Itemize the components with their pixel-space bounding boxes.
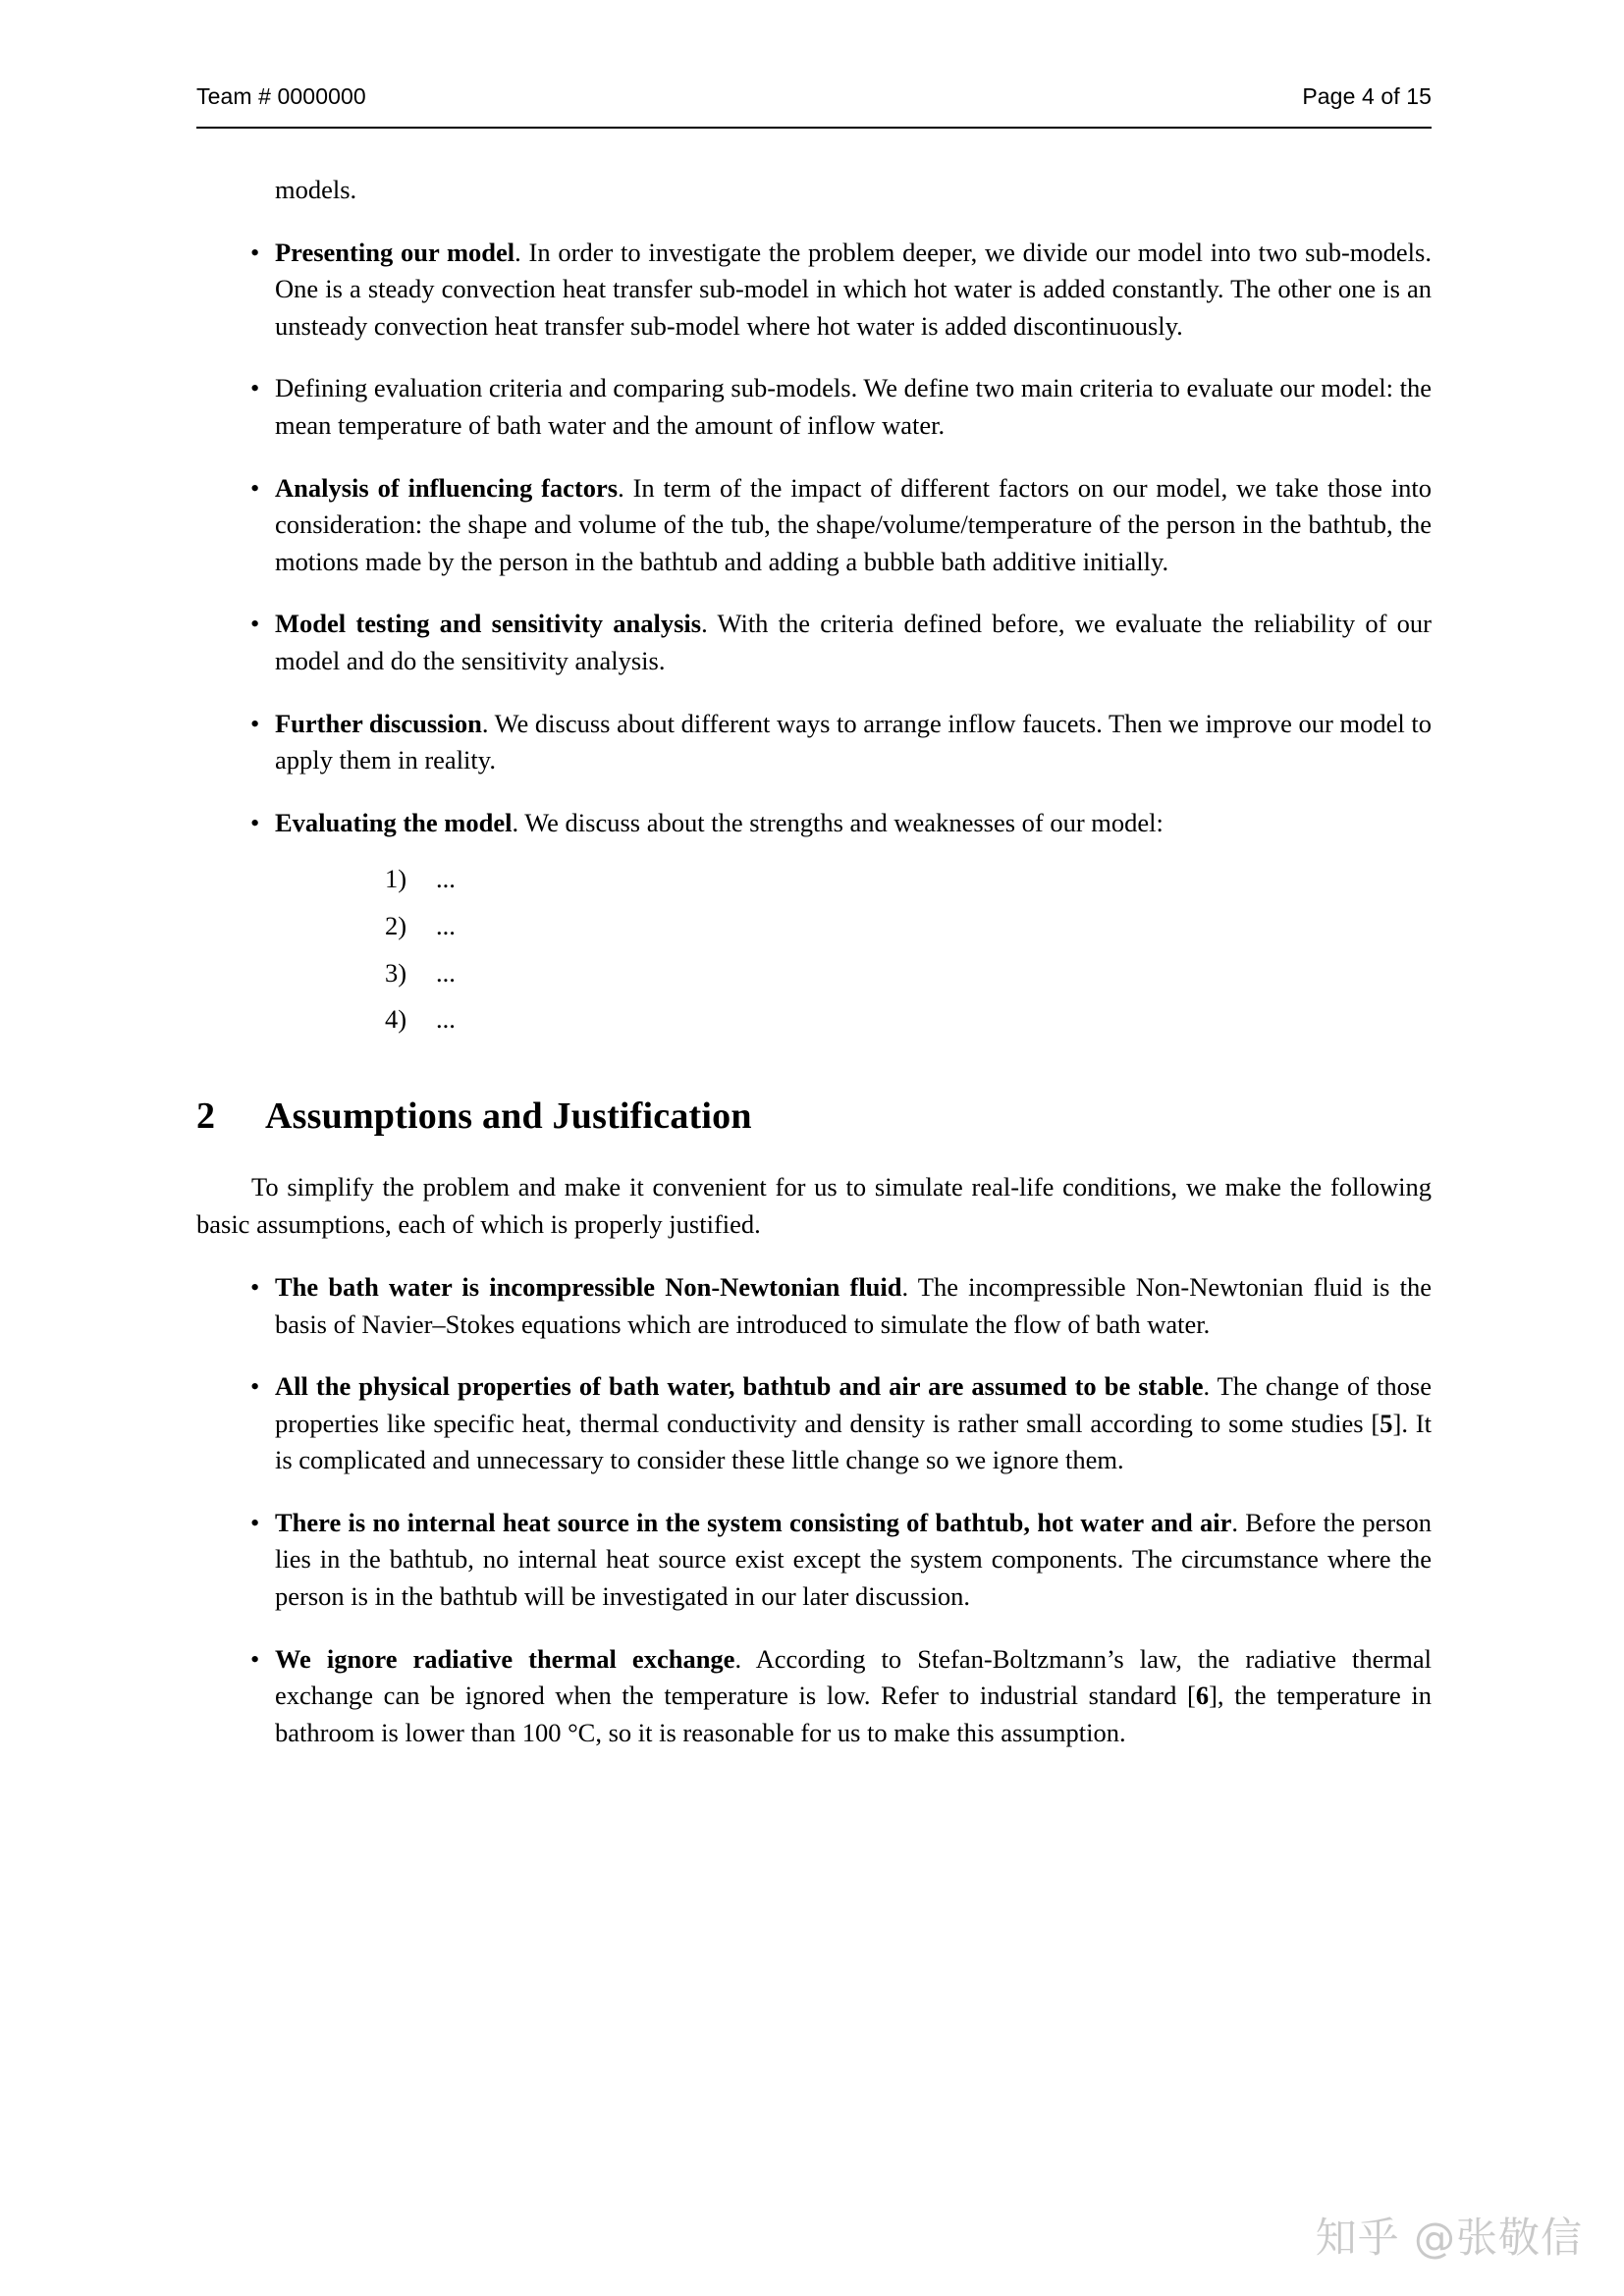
bullet-text: . In order to investigate the problem deeper, we divide our model into two sub-models. One is a steady convection heat transfer sub-model in which hot water is added constantly. The other one is an unsteady convection heat transfer sub-model where hot water is added discontinuously.: [275, 237, 1432, 341]
list-item: [196, 1641, 1432, 1752]
bullet-icon: •: [250, 1271, 260, 1302]
assumption-text: . Before the person lies in the bathtub, no internal heat source exist except the system components. The circumstance where the person is in the bathtub will be investigated in our later discussion.: [275, 1507, 1433, 1612]
list-item: [196, 235, 1432, 346]
sublist-text: ...: [436, 1004, 456, 1035]
bullet-icon: •: [250, 472, 260, 503]
list-item: [275, 861, 1432, 898]
zhihu-watermark: 知乎 @张敬信: [1315, 2214, 1583, 2262]
assumption-lead-in: The bath water is incompressible Non-Newtonian fluid: [275, 1271, 902, 1302]
list-item: [275, 955, 1432, 992]
sublist-number: 2): [385, 910, 407, 940]
bullet-icon: •: [250, 1507, 260, 1537]
bullet-icon: •: [250, 807, 260, 837]
bullet-text: . With the criteria defined before, we evaluate the reliability of our model and do the sensitivity analysis.: [275, 609, 1432, 675]
assumption-lead-in: We ignore radiative thermal exchange: [275, 1643, 735, 1674]
assumption-text-tail: ], the temperature in bathroom is lower than 100 °C, so it is reasonable for us to make this assumption.: [275, 1681, 1432, 1747]
section-intro-paragraph: To simplify the problem and make it convenient for us to simulate real-life conditions, we make the following basic assumptions, each of which is properly justified.: [196, 1172, 1432, 1239]
sublist-text: ...: [436, 957, 456, 988]
header-team-id: Team # 0000000: [196, 83, 366, 109]
assumptions-bullet-list: [196, 1269, 1432, 1752]
bullet-lead-in: Evaluating the model: [275, 807, 513, 837]
assumption-text-tail: ]. It is complicated and unnecessary to consider these little change so we ignore them.: [275, 1408, 1432, 1475]
assumption-text: . According to Stefan-Boltzmann’s law, the radiative thermal exchange can be ignored when the temperature is low. Refer to industrial standard [: [275, 1643, 1432, 1711]
list-item: [196, 370, 1432, 444]
bullet-text: . We discuss about different ways to arrange inflow faucets. Then we improve our model to apply them in reality.: [275, 708, 1432, 775]
summary-bullet-list: [196, 235, 1432, 1039]
sublist-number: 4): [385, 1004, 407, 1035]
document-body-column: [196, 172, 1432, 1751]
assumption-lead-in: There is no internal heat source in the system consisting of bathtub, hot water and air: [275, 1507, 1232, 1537]
list-item: [196, 1269, 1432, 1343]
assumption-lead-in: All the physical properties of bath water, bathtub and air are assumed to be stable: [275, 1371, 1204, 1402]
continued-paragraph: models.: [275, 175, 357, 204]
bullet-icon: •: [250, 1643, 260, 1674]
sublist-number: 3): [385, 957, 407, 988]
header-divider-rule: [196, 127, 1432, 129]
section-number: 2: [196, 1095, 216, 1137]
assumption-text: . The incompressible Non-Newtonian fluid is the basis of Navier–Stokes equations which are introduced to simulate the flow of bath water.: [275, 1271, 1432, 1339]
list-item: [196, 1368, 1432, 1479]
sublist-text: ...: [436, 910, 456, 940]
sublist-text: ...: [436, 864, 456, 894]
evaluation-sub-list: [275, 861, 1432, 1038]
bullet-lead-in: Defining evaluation criteria and comparing sub-models: [275, 373, 851, 403]
list-item: [196, 805, 1432, 1039]
bullet-lead-in: Model testing and sensitivity analysis: [275, 609, 702, 639]
sublist-number: 1): [385, 864, 407, 894]
assumption-text: . The change of those properties like specific heat, thermal conductivity and density is rather small according to some studies [: [275, 1371, 1432, 1438]
list-item: [196, 606, 1432, 679]
section-heading: [196, 1094, 1432, 1139]
list-item: [196, 1505, 1432, 1616]
bullet-lead-in: Further discussion: [275, 708, 482, 738]
page-running-header: [196, 84, 1432, 109]
list-item: [275, 1001, 1432, 1039]
list-item: [196, 706, 1432, 779]
bullet-icon: •: [250, 708, 260, 738]
section-title: Assumptions and Justification: [265, 1095, 752, 1137]
bullet-text: . In term of the impact of different factors on our model, we take those into consideration: the shape and volume of the tub, the shape/volume/temperature of the person in the bathtub, the motions made by the person in the bathtub and adding a bubble bath additive initially.: [275, 472, 1432, 576]
bullet-icon: •: [250, 1371, 260, 1402]
assumption-citation: 5: [1380, 1408, 1393, 1438]
header-page-number: Page 4 of 15: [1302, 83, 1432, 109]
bullet-icon: •: [250, 373, 260, 403]
bullet-text: . We discuss about the strengths and weaknesses of our model:: [512, 807, 1164, 837]
bullet-lead-in: Analysis of influencing factors: [275, 472, 619, 503]
assumption-citation: 6: [1195, 1681, 1210, 1711]
bullet-icon: •: [250, 237, 260, 267]
bullet-lead-in: Presenting our model: [275, 237, 515, 267]
bullet-icon: •: [250, 609, 260, 639]
bullet-text: . We define two main criteria to evaluate our model: the mean temperature of bath water and the amount of inflow water.: [275, 373, 1432, 440]
list-item: [275, 908, 1432, 945]
list-item: [196, 470, 1432, 581]
